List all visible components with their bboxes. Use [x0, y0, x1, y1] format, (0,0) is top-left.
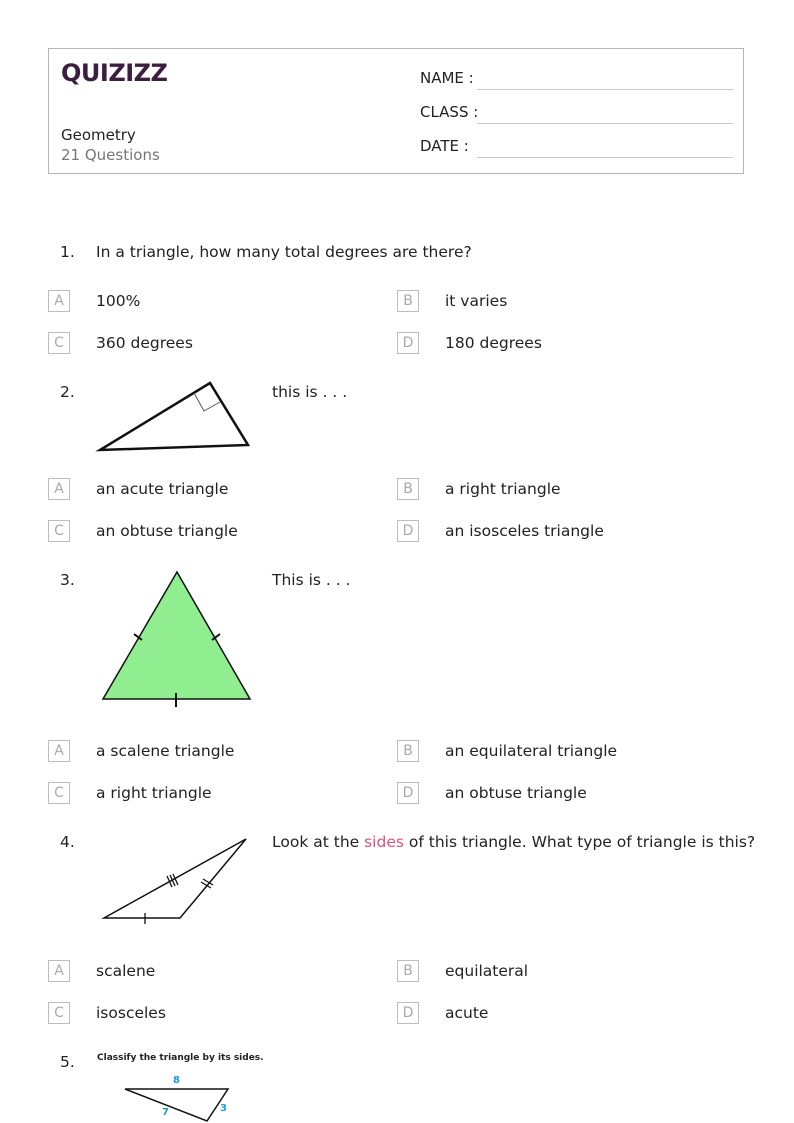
option-letter[interactable]: D: [397, 1002, 419, 1024]
option-text: isosceles: [96, 1004, 166, 1022]
option-text: 100%: [96, 292, 141, 310]
image-caption: Classify the triangle by its sides.: [97, 1053, 264, 1063]
option-letter[interactable]: B: [397, 290, 419, 312]
name-label: NAME :: [420, 69, 474, 87]
option-text: an obtuse triangle: [445, 784, 587, 802]
option-text: an obtuse triangle: [96, 522, 238, 540]
option-text: acute: [445, 1004, 489, 1022]
option-letter[interactable]: C: [48, 332, 70, 354]
option-letter[interactable]: D: [397, 520, 419, 542]
option-letter[interactable]: B: [397, 740, 419, 762]
question-text: this is . . .: [272, 383, 348, 401]
side-label-left: 7: [162, 1107, 169, 1118]
date-label: DATE :: [420, 137, 469, 155]
option-text: an acute triangle: [96, 480, 229, 498]
option-text: an isosceles triangle: [445, 522, 604, 540]
option-text: a right triangle: [96, 784, 212, 802]
question-text: This is . . .: [272, 571, 351, 589]
question-number: 2.: [60, 383, 75, 401]
option-text: a right triangle: [445, 480, 561, 498]
question-count: 21 Questions: [61, 146, 160, 164]
question-number: 5.: [60, 1053, 75, 1071]
question-text: Look at the sides of this triangle. What type of triangle is this?: [272, 833, 756, 851]
option-letter[interactable]: B: [397, 960, 419, 982]
question-number: 3.: [60, 571, 75, 589]
option-text: scalene: [96, 962, 156, 980]
option-letter[interactable]: C: [48, 520, 70, 542]
quizizz-logo: QUIZIZZ: [61, 59, 168, 87]
option-letter[interactable]: A: [48, 740, 70, 762]
question-number: 1.: [60, 243, 75, 261]
option-text: it varies: [445, 292, 508, 310]
option-text: an equilateral triangle: [445, 742, 618, 760]
question-text: In a triangle, how many total degrees are there?: [96, 243, 472, 261]
option-letter[interactable]: A: [48, 290, 70, 312]
option-letter[interactable]: D: [397, 782, 419, 804]
class-label: CLASS :: [420, 103, 479, 121]
option-text: 360 degrees: [96, 334, 193, 352]
subject-title: Geometry: [61, 126, 136, 144]
option-letter[interactable]: C: [48, 1002, 70, 1024]
side-label-top: 8: [173, 1075, 180, 1086]
option-letter[interactable]: D: [397, 332, 419, 354]
side-label-right: 3: [220, 1103, 227, 1114]
option-letter[interactable]: A: [48, 960, 70, 982]
question-number: 4.: [60, 833, 75, 851]
option-letter[interactable]: B: [397, 478, 419, 500]
option-text: a scalene triangle: [96, 742, 235, 760]
highlighted-word: sides: [364, 833, 404, 851]
option-text: equilateral: [445, 962, 529, 980]
option-letter[interactable]: C: [48, 782, 70, 804]
option-text: 180 degrees: [445, 334, 542, 352]
option-letter[interactable]: A: [48, 478, 70, 500]
